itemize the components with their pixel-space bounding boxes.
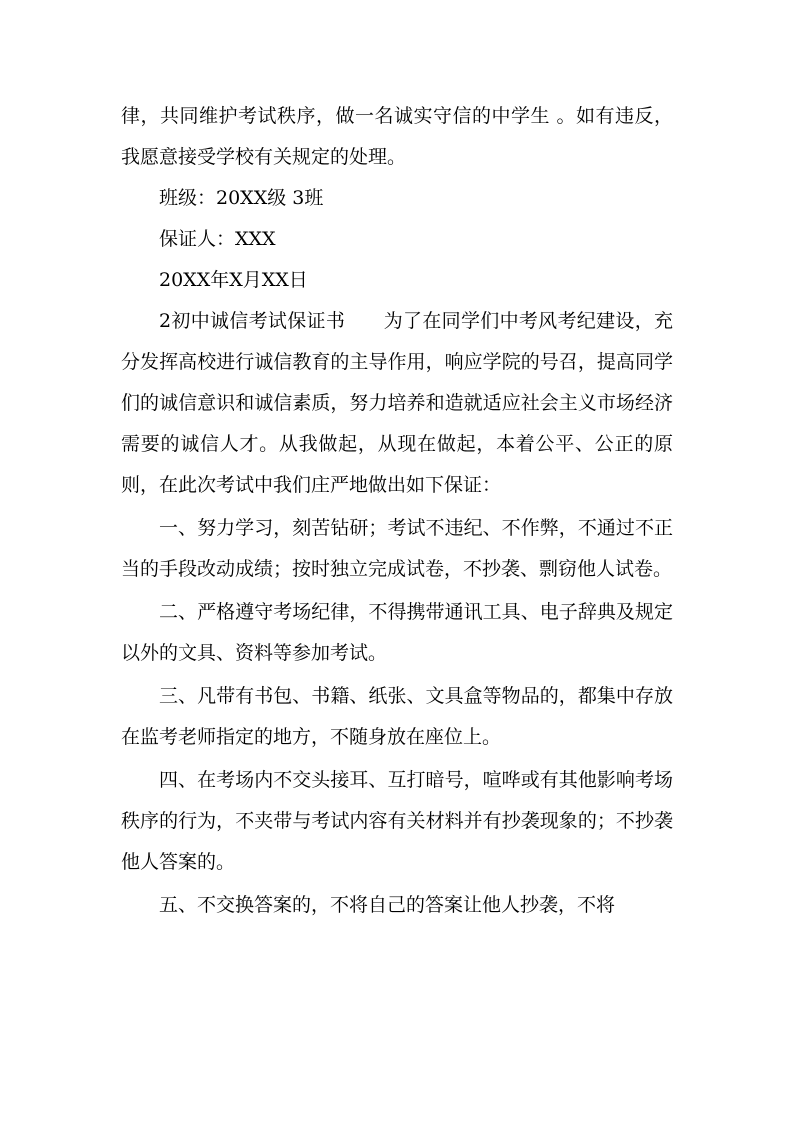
paragraph-item-2: 二、严格遵守考场纪律，不得携带通讯工具、电子辞典及规定以外的文具、资料等参加考试。 xyxy=(121,601,673,664)
paragraph-continuation: 律，共同维护考试秩序，做一名诚实守信的中学生 。如有违反，我愿意接受学校有关规定的处理。 xyxy=(121,105,673,168)
guarantor-line: 保证人：XXX xyxy=(159,228,276,250)
paragraph-item-3: 三、凡带有书包、书籍、纸张、文具盒等物品的，都集中存放在监考老师指定的地方，不随身放在座位上。 xyxy=(121,685,673,748)
date-line: 20XX年X月XX日 xyxy=(159,269,308,291)
paragraph-item-4: 四、在考场内不交头接耳、互打暗号，喧哗或有其他影响考场秩序的行为，不夹带与考试内容有关材料并有抄袭现象的；不抄袭他人答案的。 xyxy=(121,769,673,873)
paragraph-item-1: 一、努力学习，刻苦钻研；考试不违纪、不作弊，不通过不正当的手段改动成绩；按时独立完成试卷，不抄袭、剽窃他人试卷。 xyxy=(121,517,673,580)
paragraph-intro: 2初中诚信考试保证书 为了在同学们中考风考纪建设，充分发挥高校进行诚信教育的主导作用，响应学院的号召，提高同学们的诚信意识和诚信素质，努力培养和造就适应社会主义市场经济需要的诚信人才。从我做起，从现在做起，本着公平、公正的原则，在此次考试中我们庄严地做出如下保证： xyxy=(121,310,673,496)
paragraph-item-5: 五、不交换答案的，不将自己的答案让他人抄袭，不将 xyxy=(159,894,616,916)
document-body xyxy=(121,96,673,926)
class-line: 班级：20XX级 3班 xyxy=(159,187,324,209)
